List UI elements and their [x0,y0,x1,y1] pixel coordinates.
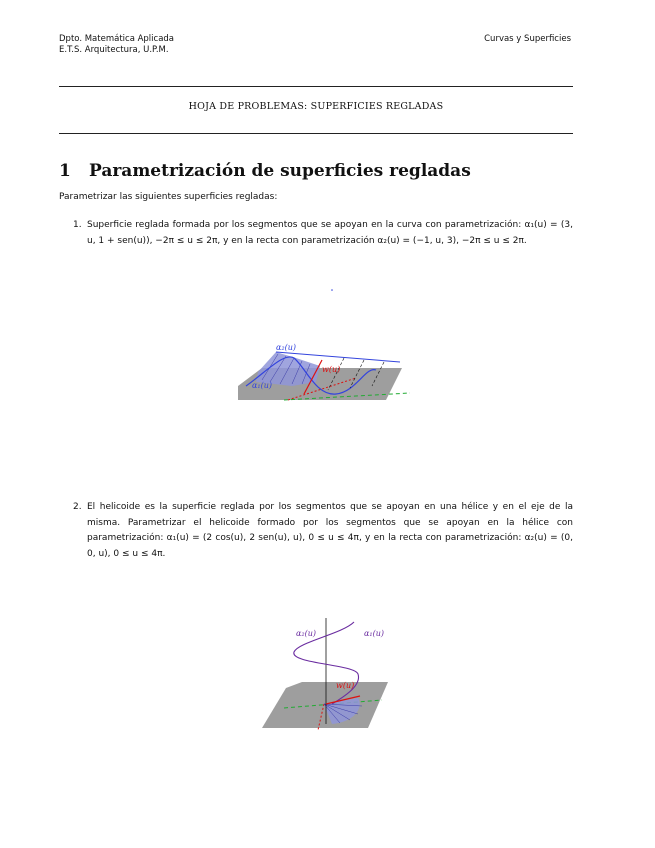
top-rule [59,86,573,87]
section-heading [59,161,471,181]
problem-text: Superficie reglada formada por los segmentos que se apoyan en la curva con parametrización: α₁(u) = (3, u, 1 + sen(u)), −2π ≤ u ≤ 2π, y en la recta con parametrización α₂(u) = (−1, u, 3), −2π ≤ u ≤ 2π. [87,220,573,246]
figure-helicoid [258,612,408,737]
label-alpha2: α₂(u) [276,343,297,352]
label-alpha2: α₂(u) [296,629,317,638]
problem-2 [73,500,573,562]
header-course: Curvas y Superficies [484,34,571,44]
bottom-rule [59,133,573,134]
dot-mark [331,289,333,291]
intro-text: Parametrizar las siguientes superficies regladas: [59,192,278,202]
header-left [59,34,174,56]
problem-text: El helicoide es la superficie reglada por los segmentos que se apoyan en una hélice y en el eje de la misma. Parametrizar el helicoide formado por los segmentos que se apoyan en la hélice con parametrización: α₁(u) = (2 cos(u), 2 sen(u), u), 0 ≤ u ≤ 4π, y en la recta con parametrización: α₂(u) = (0, 0, u), 0 ≤ u ≤ 4π. [87,502,573,559]
section-number: 1 [59,161,71,181]
header-dept: Dpto. Matemática Aplicada [59,34,175,44]
problem-number: 1. [73,220,82,230]
label-w: w(u) [336,681,355,690]
problem-1 [73,218,573,249]
problem-number: 2. [73,502,82,512]
label-alpha1: α₁(u) [252,381,273,390]
label-alpha1: α₁(u) [364,629,385,638]
document-title: HOJA DE PROBLEMAS: SUPERFICIES REGLADAS [188,101,444,112]
figure-ruled-surface [236,286,416,406]
label-w: w(u) [322,365,341,374]
section-title: Parametrización de superficies regladas [89,161,471,181]
header-school: E.T.S. Arquitectura, U.P.M. [59,45,169,55]
